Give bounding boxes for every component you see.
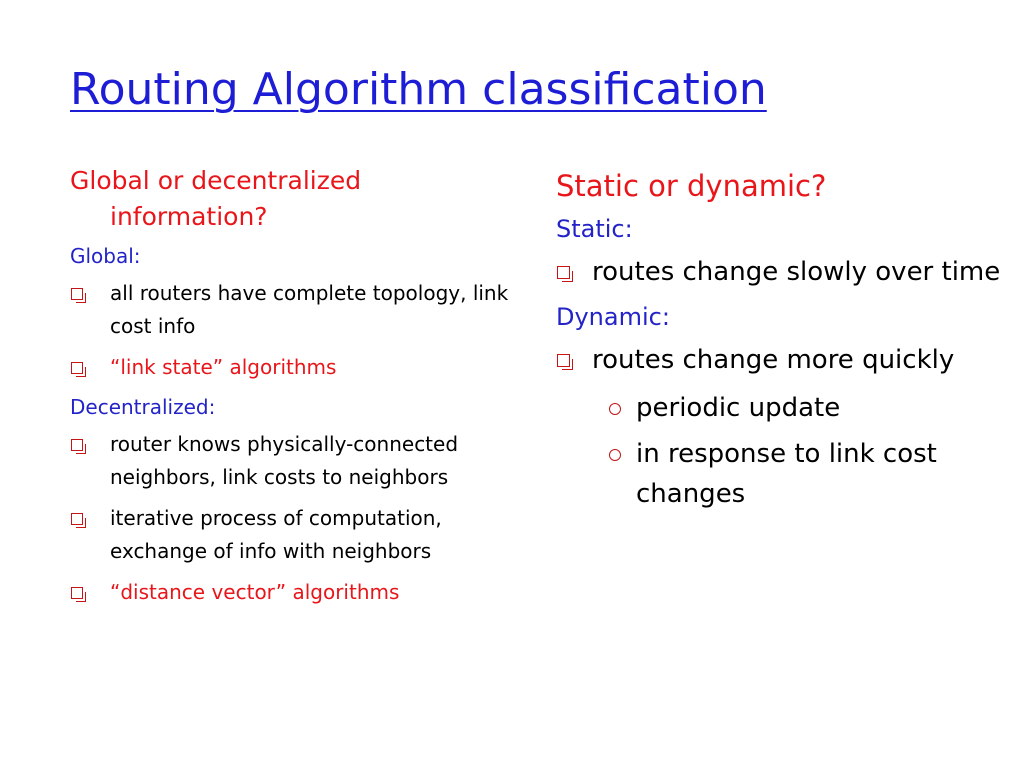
decentralized-bullet-iterative	[70, 502, 510, 568]
box-bullet-icon	[71, 439, 83, 451]
bullet-text: “distance vector” algorithms	[110, 580, 400, 604]
box-bullet-icon	[71, 362, 83, 374]
subbullet-text: periodic update	[636, 393, 841, 423]
bullet-text: routes change more quickly	[592, 345, 955, 375]
box-bullet-icon	[557, 354, 570, 367]
decentralized-heading: Decentralized:	[70, 395, 216, 419]
decentralized-bullet-distance-vector	[70, 576, 510, 609]
dynamic-subbullet-periodic	[556, 388, 1016, 428]
subbullet-text: in response to link cost changes	[636, 439, 937, 509]
global-bullet-link-state	[70, 351, 510, 384]
bullet-text: all routers have complete topology, link cost info	[110, 281, 509, 338]
dynamic-heading: Dynamic:	[556, 303, 670, 331]
global-decentralized-question: Global or decentralized information?	[70, 166, 362, 231]
bullet-text: router knows physically-connected neighbors, link costs to neighbors	[110, 432, 459, 489]
box-bullet-icon	[557, 266, 570, 279]
left-column	[70, 163, 510, 617]
circle-bullet-icon	[609, 449, 621, 461]
static-bullet-slowly	[556, 252, 1016, 292]
bullet-text: iterative process of computation, exchange of info with neighbors	[110, 506, 442, 563]
global-bullet-complete-topology	[70, 277, 510, 343]
static-heading: Static:	[556, 215, 633, 243]
dynamic-subbullet-link-cost	[556, 434, 1016, 514]
global-heading: Global:	[70, 244, 141, 268]
static-dynamic-question: Static or dynamic?	[556, 169, 827, 203]
dynamic-bullet-quickly	[556, 340, 1016, 380]
bullet-text: routes change slowly over time	[592, 257, 1001, 287]
right-column	[556, 166, 1016, 520]
decentralized-bullet-neighbors	[70, 428, 510, 494]
box-bullet-icon	[71, 288, 83, 300]
slide-title: Routing Algorithm classification	[70, 64, 767, 115]
box-bullet-icon	[71, 513, 83, 525]
circle-bullet-icon	[609, 403, 621, 415]
bullet-text: “link state” algorithms	[110, 355, 337, 379]
box-bullet-icon	[71, 587, 83, 599]
